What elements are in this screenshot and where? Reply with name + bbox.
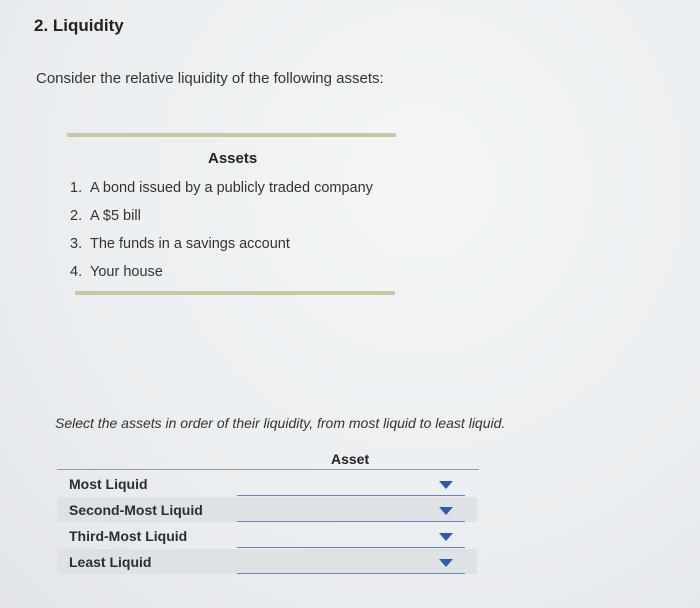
asset-text: A bond issued by a publicly traded company xyxy=(90,180,373,196)
asset-number: 3. xyxy=(70,236,83,252)
asset-number: 1. xyxy=(70,180,83,196)
dropdown-arrow-icon[interactable] xyxy=(439,507,453,515)
asset-text: A $5 bill xyxy=(90,208,141,224)
rank-row-third-most-liquid xyxy=(57,523,477,548)
rank-label: Least Liquid xyxy=(69,554,152,570)
asset-text: Your house xyxy=(90,264,163,280)
assets-bottom-rule xyxy=(75,291,395,295)
rank-label: Most Liquid xyxy=(69,476,148,492)
assets-heading: Assets xyxy=(208,150,258,167)
asset-item xyxy=(70,206,373,234)
rank-row-second-most-liquid xyxy=(57,497,477,522)
most-liquid-dropdown[interactable] xyxy=(237,475,465,496)
ranking-header-divider xyxy=(57,469,479,470)
asset-number: 4. xyxy=(70,264,83,280)
asset-item xyxy=(70,178,373,206)
rank-row-least-liquid xyxy=(57,549,477,574)
rank-label: Second-Most Liquid xyxy=(69,502,203,518)
asset-item xyxy=(70,234,373,262)
asset-list xyxy=(70,178,373,290)
asset-item xyxy=(70,262,373,290)
asset-number: 2. xyxy=(70,208,83,224)
asset-column-header: Asset xyxy=(331,451,370,467)
dropdown-arrow-icon[interactable] xyxy=(439,559,453,567)
section-title: 2. Liquidity xyxy=(34,16,124,35)
rank-row-most-liquid xyxy=(57,471,477,496)
asset-text: The funds in a savings account xyxy=(90,236,290,252)
least-liquid-dropdown[interactable] xyxy=(237,553,465,574)
dropdown-arrow-icon[interactable] xyxy=(439,533,453,541)
dropdown-arrow-icon[interactable] xyxy=(439,481,453,489)
rank-label: Third-Most Liquid xyxy=(69,528,188,544)
second-most-liquid-dropdown[interactable] xyxy=(237,501,465,522)
ranking-instruction: Select the assets in order of their liquidity, from most liquid to least liquid. xyxy=(55,415,506,431)
assets-top-rule xyxy=(67,133,396,137)
third-most-liquid-dropdown[interactable] xyxy=(237,527,465,548)
intro-text: Consider the relative liquidity of the following assets: xyxy=(36,70,384,87)
